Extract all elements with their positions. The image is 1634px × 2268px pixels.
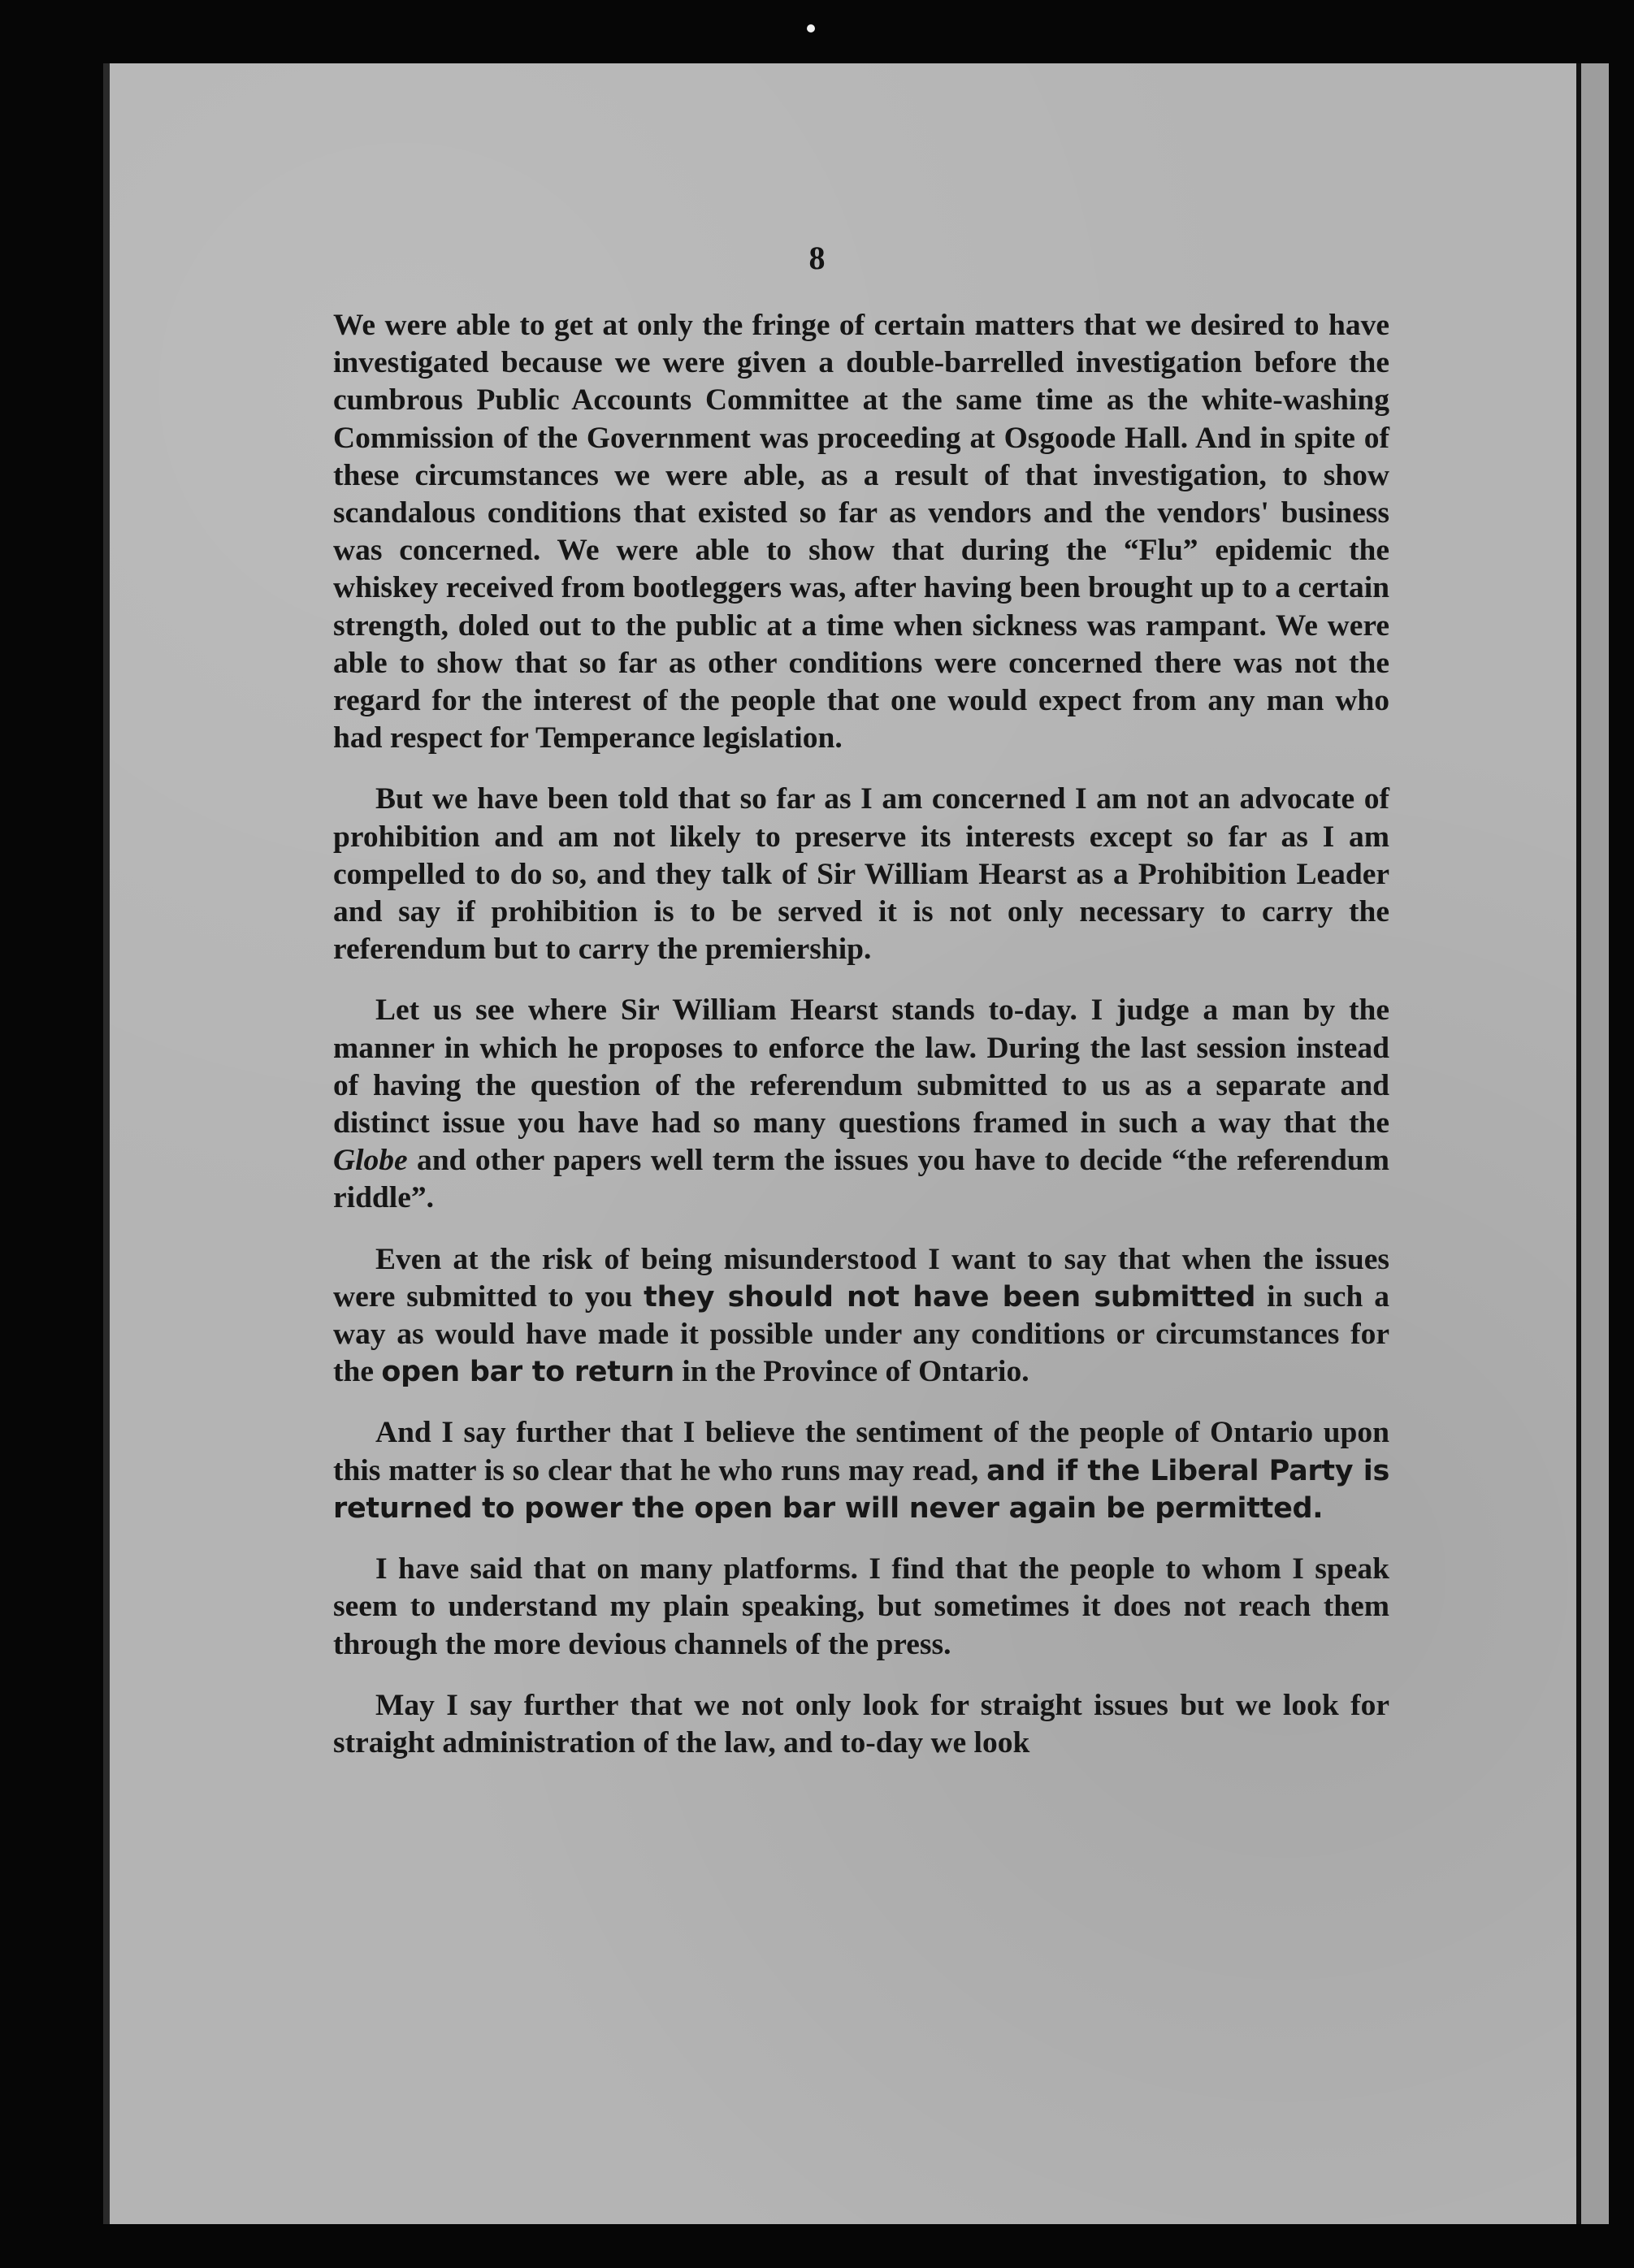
paragraph-1: We were able to get at only the fringe of certain matters that we desired to have investigated because we were given a double-barrelled investigation before the cumbrous Public Accounts Committee at the same time as the white-washing Commission of the Government was proceeding at Osgoode Hall. And in spite of these circumstances we were able, as a result of that investigation, to show scandalous conditions that existed so far as vendors and the vendors' business was concerned. We were able to show that during the “Flu” epidemic the whiskey received from bootleggers was, after having been brought up to a certain strength, doled out to the public at a time when sickness was rampant. We were able to show that so far as other conditions were concerned there was not the regard for the interest of the people that one would expect from any man who had respect for Temperance legislation. — [333, 309, 1389, 755]
paragraph-4-emphasis-2: open bar to return — [381, 1356, 674, 1389]
page-number: 8 — [808, 240, 826, 276]
paragraph-6: I have said that on many platforms. I find that the people to whom I speak seem to understand my plain speaking, but sometimes it does not reach them through the more devious channels of the press. — [333, 1552, 1389, 1661]
paragraph-5 — [333, 1414, 1389, 1527]
scan-speck — [807, 24, 815, 32]
paragraph-4-emphasis-1: they should not have been submitted — [644, 1280, 1256, 1314]
paragraph-3 — [333, 992, 1389, 1217]
paragraph-4-part-3: in the Province of Ontario. — [674, 1355, 1029, 1389]
paragraph-4-part-1: Even at the risk of being misunderstood I want to say that when the issues were submitted to you — [333, 1242, 1389, 1314]
paragraph-5-text: And I say further that I believe the sentiment of the people of Ontario upon this matter is so clear that he who runs may read, — [333, 1416, 1389, 1487]
body-text — [333, 307, 1389, 1785]
paragraph-2: But we have been told that so far as I am concerned I am not an advocate of prohibition and am not likely to preserve its interests except so far as I am compelled to do so, and they talk of Sir William Hearst as a Prohibition Leader and say if prohibition is to be served it is not only necessary to carry the referendum but to carry the premiership. — [333, 782, 1389, 967]
paragraph-4-part-2: in such a way as would have made it possible under any conditions or circumstances for the — [333, 1279, 1390, 1389]
globe-newspaper-name: Globe — [333, 1144, 408, 1178]
paragraph-4 — [333, 1241, 1389, 1392]
paragraph-7: May I say further that we not only look for straight issues but we look for straight administration of the law, and to-day we look — [333, 1688, 1389, 1759]
page-right-edge — [1576, 63, 1609, 2224]
paragraph-5-emphasis: and if the Liberal Party is returned to power the open bar will never again be permitted. — [333, 1454, 1389, 1525]
paragraph-3-text-before: Let us see where Sir William Hearst stands to-day. I judge a man by the manner in which he proposes to enforce the law. During the last session instead of having the question of the referendum submitted to us as a separate and distinct issue you have had so many questions framed in such a way that the — [333, 993, 1389, 1140]
paragraph-3-text-after: and other papers well term the issues you have to decide “the referendum riddle”. — [333, 1144, 1389, 1215]
